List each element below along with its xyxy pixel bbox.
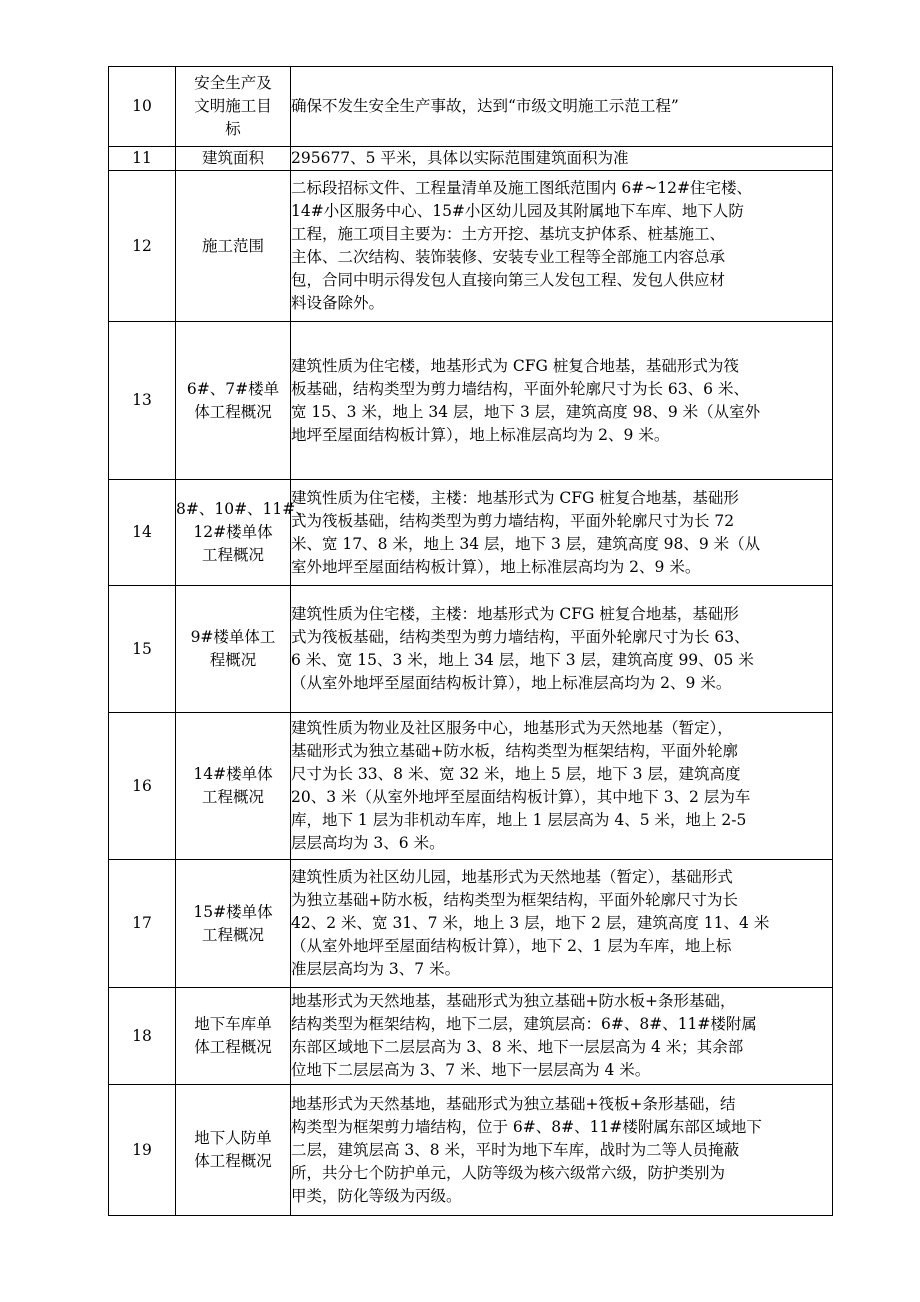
row-number: 16: [109, 713, 176, 860]
item-name-line: 地下人防单: [194, 1129, 272, 1147]
description-line: 建筑性质为物业及社区服务中心，地基形式为天然地基（暂定），: [291, 719, 733, 737]
item-name-line: 施工范围: [201, 236, 264, 255]
row-number: 17: [109, 860, 176, 988]
item-name-cell: [176, 860, 291, 988]
description-line: 20、3 米（从室外地坪至屋面结构板计算），其中地下 3、2 层为车: [291, 788, 751, 806]
item-name-line: 14#楼单体: [193, 765, 273, 783]
description-line: 建筑性质为住宅楼，地基形式为 CFG 桩复合地基，基础形式为筏: [291, 356, 739, 375]
item-name-line: 工程概况: [201, 546, 264, 564]
description-line: 甲类，防化等级为丙级。: [291, 1186, 462, 1205]
item-name-line: 体工程概况: [194, 1152, 272, 1170]
row-number: 11: [109, 147, 176, 171]
description-line: 地基形式为天然基地，基础形式为独立基础+筏板+条形基础，结: [291, 1094, 736, 1113]
item-name-line: 标: [225, 120, 241, 138]
description-cell: [291, 1085, 833, 1216]
item-name-line: 工程概况: [201, 925, 264, 944]
description-line: 295677、5 平米，具体以实际范围建筑面积为准: [291, 149, 629, 167]
description-cell: [291, 147, 833, 171]
description-line: 宽 15、3 米，地上 34 层，地下 3 层，建筑高度 98、9 米（从室外: [291, 402, 761, 421]
item-name-line: 体工程概况: [194, 1038, 272, 1056]
description-line: 式为筏板基础，结构类型为剪力墙结构，平面外轮廓尺寸为长 63、: [291, 628, 750, 646]
item-name-cell: [176, 171, 291, 322]
item-name-cell: [176, 586, 291, 713]
item-name-line: 15#楼单体: [193, 902, 273, 921]
description-line: 确保不发生安全生产事故，达到“市级文明施工示范工程”: [291, 97, 679, 115]
row-number: 15: [109, 586, 176, 713]
row-number: 12: [109, 171, 176, 322]
description-cell: [291, 988, 833, 1085]
description-line: 为独立基础+防水板，结构类型为框架结构，平面外轮廓尺寸为长: [291, 891, 738, 909]
item-name-cell: [176, 322, 291, 480]
description-line: 地坪至屋面结构板计算），地上标准层高均为 2、9 米。: [291, 425, 670, 444]
description-line: 构类型为框架剪力墙结构，位于 6#、8#、11#楼附属东部区域地下: [291, 1117, 762, 1136]
description-cell: [291, 713, 833, 860]
item-name-line: 6#、7#楼单: [186, 379, 280, 398]
item-name-line: 8#、10#、11#、: [176, 500, 311, 518]
description-line: 建筑性质为住宅楼，主楼：地基形式为 CFG 桩复合地基，基础形: [291, 488, 739, 507]
description-line: 位地下二层层高为 3、7 米、地下一层层高为 4 米。: [291, 1061, 651, 1079]
item-name-line: 建筑面积: [201, 149, 264, 167]
row-number: 13: [109, 322, 176, 480]
description-line: 工程，施工项目主要为：土方开挖、基坑支护体系、桩基施工、: [291, 225, 726, 243]
item-name-cell: [176, 713, 291, 860]
item-name-line: 体工程概况: [194, 402, 272, 421]
description-cell: [291, 860, 833, 988]
item-name-line: 程概况: [209, 651, 257, 669]
description-line: 包，合同中明示得发包人直接向第三人发包工程、发包人供应材: [291, 271, 726, 289]
description-line: 6 米、宽 15、3 米，地上 34 层，地下 3 层，建筑高度 99、05 米: [291, 651, 754, 669]
table-row: [109, 713, 833, 860]
description-cell: [291, 322, 833, 480]
table-row: [109, 147, 833, 171]
description-line: （从室外地坪至屋面结构板计算），地下 2、1 层为车库，地上标: [291, 937, 732, 955]
description-line: 建筑性质为住宅楼，主楼：地基形式为 CFG 桩复合地基，基础形: [291, 605, 739, 623]
description-line: 地基形式为天然地基，基础形式为独立基础+防水板+条形基础，: [291, 992, 736, 1010]
item-name-cell: [176, 67, 291, 147]
description-line: 二标段招标文件、工程量清单及施工图纸范围内 6#~12#住宅楼、: [291, 179, 752, 197]
description-line: 主体、二次结构、装饰装修、安装专业工程等全部施工内容总承: [291, 248, 726, 266]
description-line: 库，地下 1 层为非机动车库，地上 1 层层高为 4、5 米，地上 2-5: [291, 811, 747, 829]
description-line: 准层层高均为 3、7 米。: [291, 960, 461, 978]
description-line: 式为筏板基础，结构类型为剪力墙结构，平面外轮廓尺寸为长 72: [291, 511, 735, 530]
description-line: 所，共分七个防护单元，人防等级为核六级常六级，防护类别为: [291, 1163, 726, 1182]
table-row: [109, 322, 833, 480]
item-name-line: 地下车库单: [194, 1015, 272, 1033]
description-line: （从室外地坪至屋面结构板计算），地上标准层高均为 2、9 米。: [291, 674, 732, 692]
description-line: 层层高均为 3、6 米。: [291, 834, 445, 852]
table-row: [109, 480, 833, 586]
row-number: 10: [109, 67, 176, 147]
table-row: [109, 1085, 833, 1216]
description-cell: [291, 67, 833, 147]
description-line: 基础形式为独立基础+防水板，结构类型为框架结构，平面外轮廓: [291, 742, 738, 760]
row-number: 14: [109, 480, 176, 586]
description-line: 板基础，结构类型为剪力墙结构，平面外轮廓尺寸为长 63、6 米、: [291, 379, 749, 398]
table-row: [109, 988, 833, 1085]
description-line: 料设备除外。: [291, 294, 385, 312]
description-line: 尺寸为长 33、8 米、宽 32 米，地上 5 层，地下 3 层，建筑高度: [291, 765, 741, 783]
item-name-line: 9#楼单体工: [190, 628, 276, 646]
item-name-line: 工程概况: [201, 788, 264, 806]
description-cell: [291, 586, 833, 713]
item-name-cell: [176, 147, 291, 171]
row-number: 18: [109, 988, 176, 1085]
description-line: 米、宽 17、8 米，地上 34 层，地下 3 层，建筑高度 98、9 米（从: [291, 534, 761, 553]
description-cell: [291, 480, 833, 586]
description-line: 二层，建筑层高 3、8 米，平时为地下车库，战时为二等人员掩蔽: [291, 1140, 740, 1159]
item-name-cell: [176, 1085, 291, 1216]
table-row: [109, 171, 833, 322]
description-line: 结构类型为框架结构，地下二层，建筑层高：6#、8#、11#楼附属: [291, 1015, 757, 1033]
table-row: [109, 586, 833, 713]
item-name-line: 文明施工目: [194, 97, 272, 115]
item-name-line: 安全生产及: [194, 74, 272, 92]
row-number: 19: [109, 1085, 176, 1216]
project-overview-table: [108, 66, 833, 1216]
table-row: [109, 860, 833, 988]
item-name-line: 12#楼单体: [193, 523, 273, 541]
table-row: [109, 67, 833, 147]
item-name-cell: [176, 988, 291, 1085]
description-line: 东部区域地下二层层高为 3、8 米、地下一层层高为 4 米；其余部: [291, 1038, 744, 1056]
description-line: 建筑性质为社区幼儿园，地基形式为天然地基（暂定），基础形式: [291, 868, 733, 886]
item-name-cell: [176, 480, 311, 586]
description-line: 42、2 米、宽 31、7 米，地上 3 层，地下 2 层，建筑高度 11、4 米: [291, 914, 770, 932]
description-cell: [291, 171, 833, 322]
description-line: 室外地坪至屋面结构板计算），地上标准层高均为 2、9 米。: [291, 557, 701, 576]
description-line: 14#小区服务中心、15#小区幼儿园及其附属地下车库、地下人防: [291, 202, 744, 220]
